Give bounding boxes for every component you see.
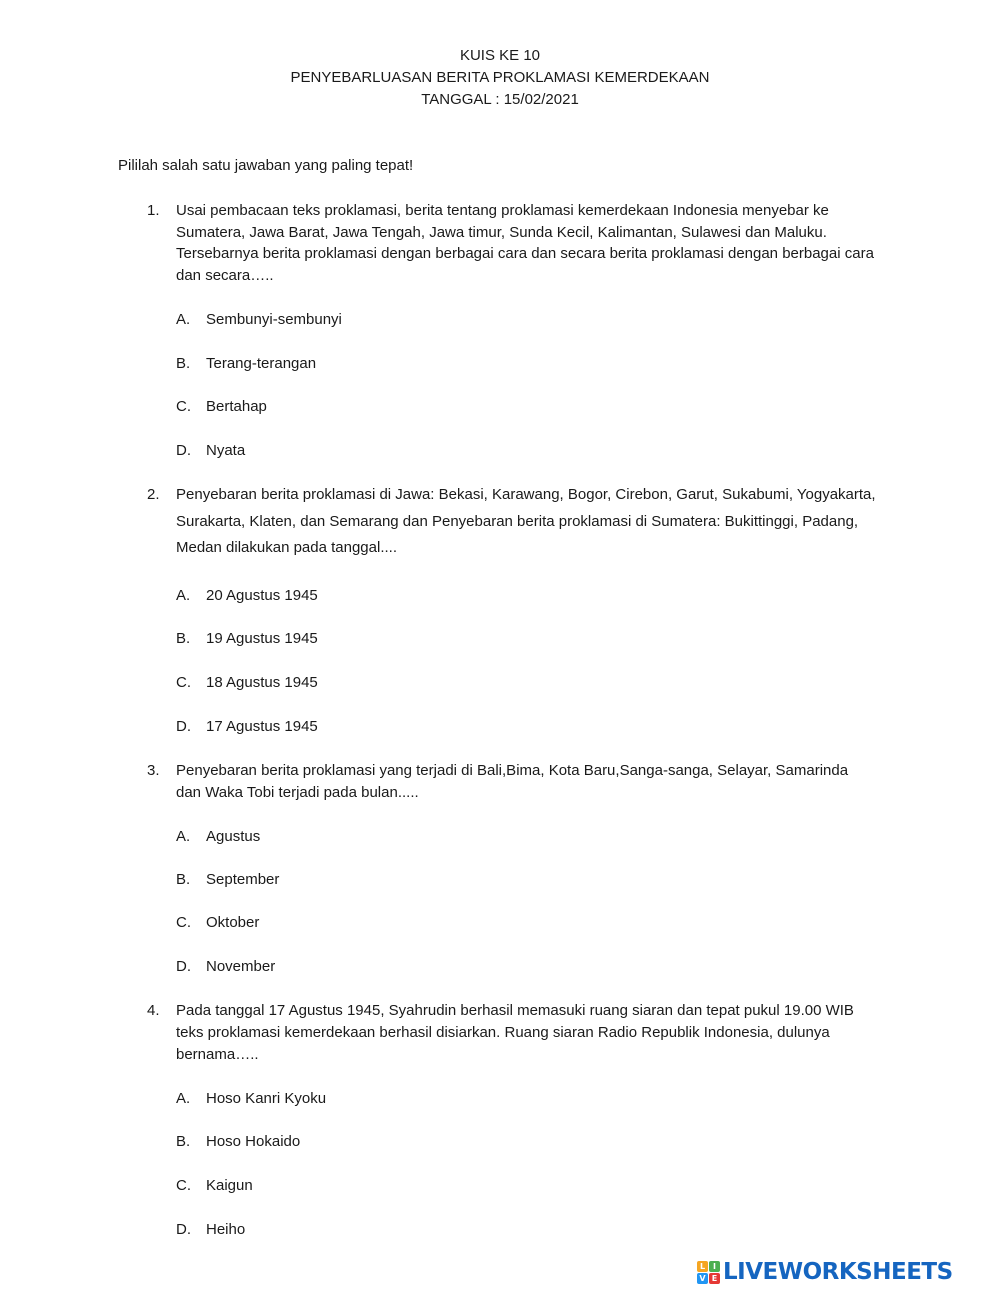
option-letter: B. [176, 630, 191, 647]
option-letter: B. [176, 871, 191, 888]
option-text: Heiho [206, 1221, 246, 1238]
option-text: 17 Agustus 1945 [206, 718, 318, 735]
answer-option[interactable] [176, 1175, 253, 1197]
option-text: Agustus [206, 828, 261, 845]
option-letter: C. [176, 1177, 191, 1194]
brand-name: LIVEWORKSHEETS [723, 1259, 953, 1285]
quiz-date: TANGGAL : 15/02/2021 [421, 91, 579, 108]
option-text: September [206, 871, 280, 888]
question-text: Penyebaran berita proklamasi di Jawa: Bekasi, Karawang, Bogor, Cirebon, Garut, Sukabumi, Yogyakarta, Surakarta, Klaten, dan Semarang dan Penyebaran berita proklamasi di Sumatera: Bukittinggi, Padang, Medan dilakukan pada tanggal.... [176, 486, 876, 556]
answer-option[interactable] [176, 440, 245, 462]
option-letter: D. [176, 718, 191, 735]
question-number: 2. [147, 486, 160, 503]
option-text: Terang-terangan [206, 355, 317, 372]
option-text: Hoso Kanri Kyoku [206, 1090, 327, 1107]
option-letter: A. [176, 587, 191, 604]
quiz-title: KUIS KE 10 [459, 47, 541, 64]
quiz-subject: PENYEBARLUASAN BERITA PROKLAMASI KEMERDEKAAN [290, 69, 710, 86]
option-text: Nyata [206, 442, 246, 459]
option-letter: B. [176, 355, 191, 372]
answer-option[interactable] [176, 912, 259, 934]
answer-option[interactable] [176, 672, 318, 694]
logo-tile: I [709, 1261, 720, 1272]
option-letter: B. [176, 1133, 191, 1150]
question-text: Penyebaran berita proklamasi yang terjadi di Bali,Bima, Kota Baru,Sanga-sanga, Selayar, Samarinda dan Waka Tobi terjadi pada bulan..... [176, 762, 849, 801]
option-letter: C. [176, 674, 191, 691]
option-letter: D. [176, 442, 191, 459]
answer-option[interactable] [176, 1088, 326, 1110]
option-text: 19 Agustus 1945 [206, 630, 318, 647]
option-letter: A. [176, 1090, 191, 1107]
question-number: 1. [147, 202, 160, 219]
liveworksheets-logo-icon [697, 1261, 720, 1284]
answer-option[interactable] [176, 869, 279, 891]
option-text: 20 Agustus 1945 [206, 587, 318, 604]
liveworksheets-brand [697, 1257, 953, 1287]
instruction-text: Pililah salah satu jawaban yang paling tepat! [118, 157, 414, 174]
logo-tile: E [709, 1273, 720, 1284]
answer-option[interactable] [176, 1219, 245, 1241]
option-text: November [206, 958, 276, 975]
answer-option[interactable] [176, 1131, 300, 1153]
logo-tile: L [697, 1261, 708, 1272]
question-text: Pada tanggal 17 Agustus 1945, Syahrudin berhasil memasuki ruang siaran dan tepat pukul 19.00 WIB teks proklamasi kemerdekaan berhasil disiarkan. Ruang siaran Radio Republik Indonesia, dulunya bernama….. [176, 1002, 854, 1063]
answer-option[interactable] [176, 353, 316, 375]
answer-option[interactable] [176, 826, 260, 848]
option-letter: A. [176, 311, 191, 328]
option-letter: C. [176, 398, 191, 415]
option-letter: C. [176, 914, 191, 931]
option-text: Bertahap [206, 398, 267, 415]
answer-option[interactable] [176, 309, 342, 331]
option-text: Kaigun [206, 1177, 253, 1194]
option-text: Sembunyi-sembunyi [206, 311, 342, 328]
question-number: 4. [147, 1002, 160, 1019]
answer-option[interactable] [176, 956, 275, 978]
option-text: 18 Agustus 1945 [206, 674, 318, 691]
document-header [0, 45, 1000, 111]
answer-option[interactable] [176, 716, 318, 738]
answer-option[interactable] [176, 585, 318, 607]
answer-option[interactable] [176, 396, 267, 418]
question-number: 3. [147, 762, 160, 779]
option-letter: D. [176, 958, 191, 975]
option-letter: A. [176, 828, 191, 845]
option-text: Oktober [206, 914, 260, 931]
question-text: Usai pembacaan teks proklamasi, berita tentang proklamasi kemerdekaan Indonesia menyebar ke Sumatera, Jawa Barat, Jawa Tengah, Jawa timur, Sunda Kecil, Kalimantan, Sulawesi dan Maluku. Tersebarnya berita proklamasi dengan berbagai cara dan secara berita proklamasi dengan berbagai cara dan secara….. [176, 202, 874, 285]
option-letter: D. [176, 1221, 191, 1238]
logo-tile: V [697, 1273, 708, 1284]
option-text: Hoso Hokaido [206, 1133, 301, 1150]
answer-option[interactable] [176, 628, 318, 650]
